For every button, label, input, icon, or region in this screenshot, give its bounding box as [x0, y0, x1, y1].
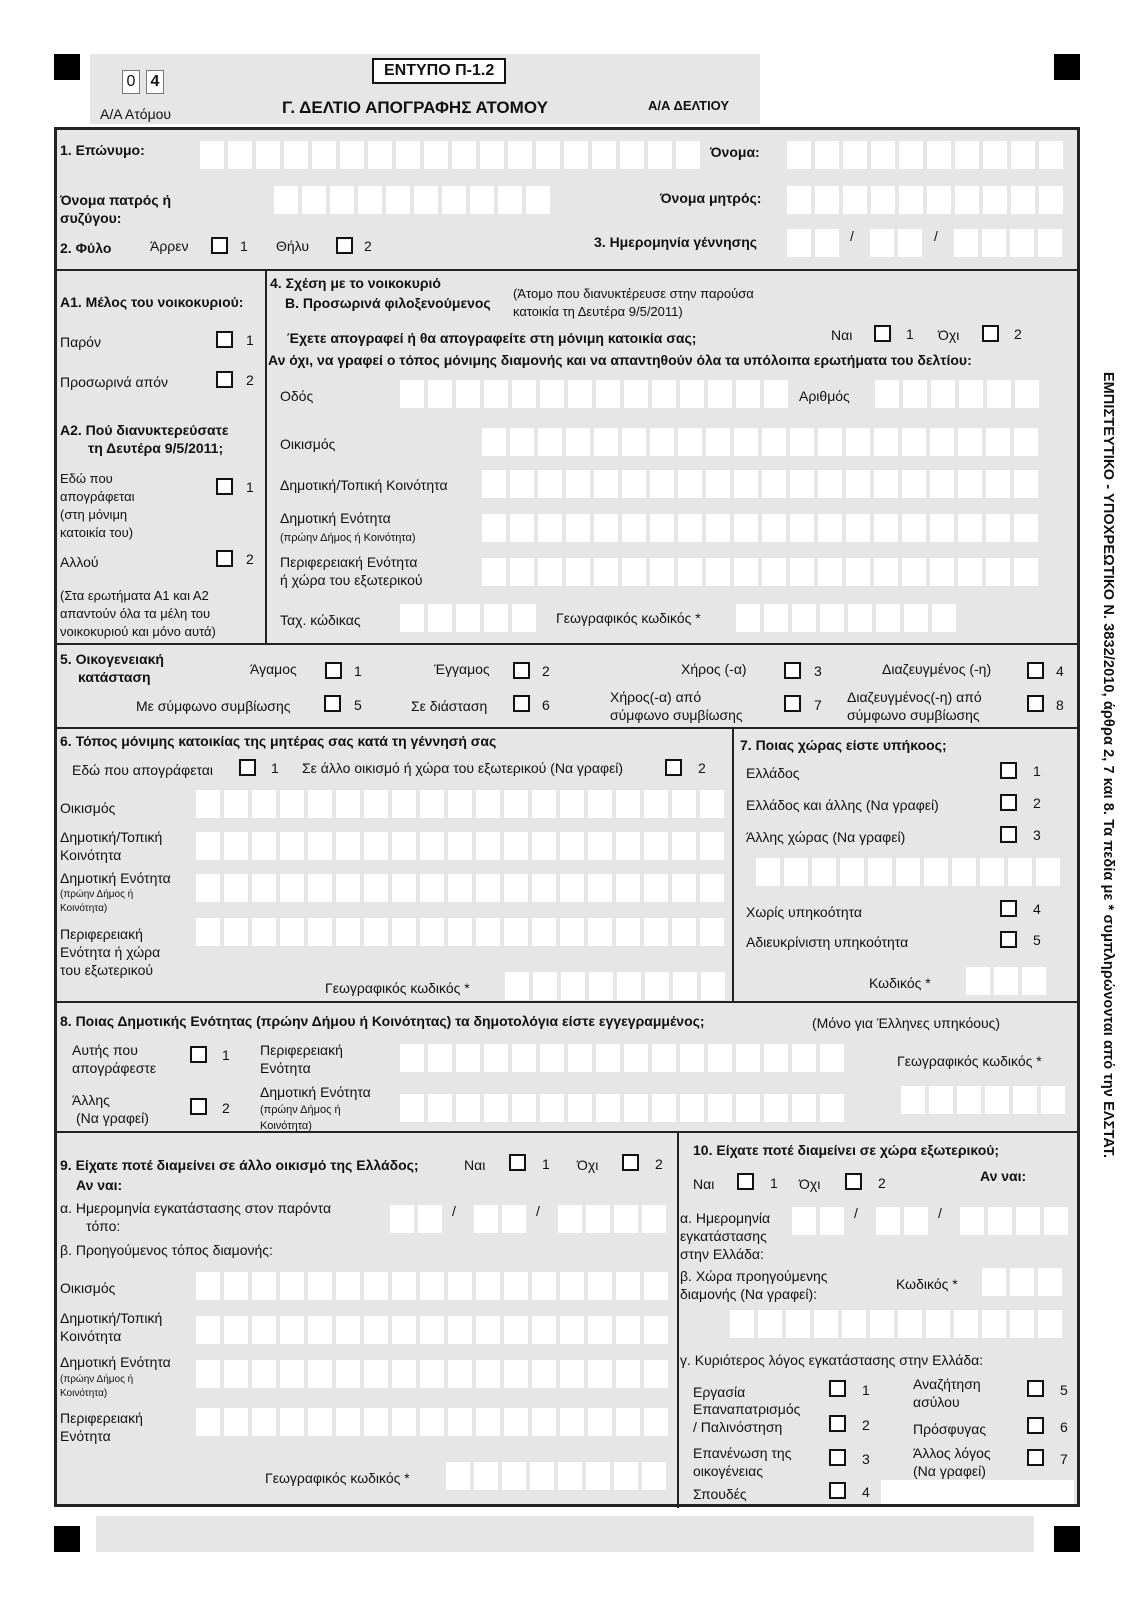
- s9-yes-label: Ναι: [464, 1157, 486, 1173]
- regional-unit-label-2: ή χώρα του εξωτερικού: [280, 572, 423, 588]
- mother-name-label: Όνομα μητρός:: [660, 190, 762, 206]
- divider: [56, 269, 1078, 271]
- father-name-label-2: συζύγου:: [60, 210, 122, 226]
- s9-yes-checkbox[interactable]: [509, 1154, 526, 1171]
- s6-unit-label: Δημοτική Ενότητα: [60, 870, 171, 886]
- divorced-label: Διαζευγμένος (-η): [882, 661, 992, 677]
- female-label: Θήλυ: [276, 238, 309, 254]
- greece-code: 1: [1033, 763, 1041, 779]
- here-label-2: απογράφεται: [60, 489, 135, 504]
- s10-if-yes: Αν ναι:: [980, 1168, 1027, 1184]
- sex-label: 2. Φύλο: [60, 240, 112, 256]
- divorced-checkbox[interactable]: [1027, 662, 1044, 679]
- female-code: 2: [364, 238, 372, 254]
- no-label: Όχι: [938, 327, 960, 343]
- male-code: 1: [240, 238, 248, 254]
- divider: [56, 1131, 1078, 1133]
- temp-absent-code: 2: [246, 372, 254, 388]
- female-checkbox[interactable]: [336, 237, 353, 254]
- other-reason-code: 7: [1060, 1451, 1068, 1467]
- reunion-checkbox[interactable]: [829, 1449, 846, 1466]
- widowed-label: Χήρος (-α): [681, 661, 747, 677]
- geo-code-label: Γεωγραφικός κωδικός *: [556, 610, 701, 626]
- cohab-checkbox[interactable]: [324, 695, 341, 712]
- cohab-label: Με σύμφωνο συμβίωσης: [136, 698, 291, 714]
- single-code: 1: [354, 663, 362, 679]
- s6-community-boxes[interactable]: [196, 832, 724, 860]
- person-number-digit-1[interactable]: 0: [122, 70, 140, 94]
- s9-regional-boxes[interactable]: [196, 1408, 668, 1436]
- municipal-unit-sublabel: (πρώην Δήμος ή Κοινότητα): [280, 532, 416, 544]
- s10-country-boxes[interactable]: [730, 1310, 1062, 1338]
- s10-yes-checkbox[interactable]: [737, 1173, 754, 1190]
- greece-label: Ελλάδος: [746, 765, 800, 781]
- separated-code: 6: [542, 697, 550, 713]
- unclear-checkbox[interactable]: [1000, 931, 1017, 948]
- municipal-unit-label: Δημοτική Ενότητα: [280, 510, 391, 526]
- number-boxes[interactable]: [875, 380, 1039, 408]
- other-reason-label: Άλλος λόγος: [913, 1445, 991, 1461]
- community-boxes[interactable]: [482, 470, 1038, 498]
- other-reason-checkbox[interactable]: [1027, 1449, 1044, 1466]
- s8-title: 8. Ποιας Δημοτικής Ενότητας (πρώην Δήμου ή Κοινότητας) τα δημοτολόγια είστε εγγεγραμμένος;: [60, 1013, 705, 1029]
- a2-label-2: τη Δευτέρα 9/5/2011;: [88, 440, 224, 456]
- s9-unit-sublabel: (πρώην Δήμος ή: [60, 1374, 134, 1385]
- settlement-label: Οικισμός: [280, 436, 336, 452]
- refugee-code: 6: [1060, 1419, 1068, 1435]
- work-checkbox[interactable]: [829, 1380, 846, 1397]
- s10-year-boxes[interactable]: [960, 1207, 1068, 1235]
- s6-regional-label: Περιφερειακή: [60, 926, 143, 942]
- no-code: 2: [1014, 326, 1022, 342]
- divider: [732, 728, 734, 1002]
- s6-geo-code-label: Γεωγραφικός κωδικός *: [325, 980, 470, 996]
- repatriation-label-2: / Παλινόστηση: [693, 1419, 783, 1435]
- s9-yes-code: 1: [542, 1156, 550, 1172]
- s8-this-label: Αυτής που: [72, 1042, 138, 1058]
- no-checkbox[interactable]: [982, 325, 999, 342]
- s4-title: 4. Σχέση με το νοικοκυριό: [270, 275, 441, 291]
- unclear-label: Αδιευκρίνιστη υπηκοότητα: [746, 934, 909, 950]
- s6-unit-sublabel-2: Κοινότητα): [60, 903, 108, 914]
- repatriation-code: 2: [862, 1417, 870, 1433]
- male-checkbox[interactable]: [211, 237, 228, 254]
- s9-no-code: 2: [655, 1156, 663, 1172]
- elsewhere-checkbox[interactable]: [216, 550, 233, 567]
- other-country-code: 3: [1033, 827, 1041, 843]
- name-label: Όνομα:: [710, 144, 760, 160]
- repatriation-label: Επαναπατρισμός: [693, 1401, 801, 1417]
- date-separator: /: [850, 228, 854, 244]
- s9-settlement-label: Οικισμός: [60, 1280, 116, 1296]
- s8-other-code: 2: [222, 1100, 230, 1116]
- surname-label: 1. Επώνυμο:: [60, 142, 145, 158]
- reunion-code: 3: [862, 1451, 870, 1467]
- a1-label: Α1. Μέλος του νοικοκυριού:: [60, 294, 244, 310]
- a-note: (Στα ερωτήματα Α1 και Α2: [60, 588, 209, 603]
- divider: [677, 1132, 679, 1508]
- s9-a-label: α. Ημερομηνία εγκατάστασης στον παρόντα: [60, 1200, 332, 1216]
- asylum-checkbox[interactable]: [1027, 1380, 1044, 1397]
- s9-community-label-2: Κοινότητα: [60, 1328, 122, 1344]
- a2-label: Α2. Πού διανυκτερεύσατε: [60, 422, 229, 438]
- name-boxes[interactable]: [787, 141, 1063, 169]
- s9-unit-boxes[interactable]: [196, 1360, 668, 1388]
- date-separator: /: [536, 1203, 540, 1219]
- s6-geo-code-boxes[interactable]: [505, 972, 725, 1000]
- bulletin-number-label: Α/Α ΔΕΛΤΙΟΥ: [648, 98, 730, 113]
- s9-geo-code-boxes[interactable]: [446, 1462, 666, 1490]
- registration-mark-top-left: [54, 54, 80, 80]
- separated-label: Σε διάσταση: [411, 698, 488, 714]
- a-note-2: απαντούν όλα τα μέλη του: [60, 606, 211, 621]
- here-code: 1: [246, 479, 254, 495]
- s5-title: 5. Οικογενειακή: [60, 651, 164, 667]
- s9-geo-code-label: Γεωγραφικός κωδικός *: [265, 1470, 410, 1486]
- father-name-label: Όνομα πατρός ή: [60, 192, 172, 208]
- s9-community-label: Δημοτική/Τοπική: [60, 1310, 163, 1326]
- elsewhere-code: 2: [246, 551, 254, 567]
- present-checkbox[interactable]: [216, 331, 233, 348]
- s9-month-boxes[interactable]: [474, 1205, 526, 1233]
- s10-b-label: β. Χώρα προηγούμενης: [680, 1268, 828, 1284]
- s9-unit-label: Δημοτική Ενότητα: [60, 1354, 171, 1370]
- divorced-cohab-checkbox[interactable]: [1027, 695, 1044, 712]
- asylum-label: Αναζήτηση: [913, 1376, 981, 1392]
- father-name-boxes[interactable]: [274, 186, 550, 214]
- s10-b-label-2: διαμονής (Να γραφεί):: [680, 1286, 818, 1302]
- s10-code-label: Κωδικός *: [896, 1276, 958, 1292]
- divorced-cohab-label-2: σύμφωνο συμβίωσης: [847, 707, 980, 723]
- other-country-boxes[interactable]: [756, 858, 1060, 886]
- married-label: Έγγαμος: [434, 661, 490, 677]
- s10-a-label: α. Ημερομηνία: [680, 1210, 771, 1226]
- s9-year-boxes[interactable]: [558, 1205, 666, 1233]
- s8-regional-label: Περιφερειακή: [260, 1042, 343, 1058]
- b-label: Β. Προσωρινά φιλοξενούμενος: [285, 295, 491, 311]
- divider: [56, 727, 1078, 729]
- mother-name-boxes[interactable]: [787, 186, 1063, 214]
- date-separator: /: [452, 1203, 456, 1219]
- asylum-code: 5: [1060, 1382, 1068, 1398]
- residence-instruction: Αν όχι, να γραφεί ο τόπος μόνιμης διαμονής και να απαντηθούν όλα τα υπόλοιπα ερωτήματα του δελτίου:: [268, 352, 972, 368]
- s6-community-label-2: Κοινότητα: [60, 847, 122, 863]
- s8-other-label: Άλλης: [72, 1092, 110, 1108]
- form-code: ΕΝΤΥΠΟ Π-1.2: [372, 58, 506, 84]
- s7-title: 7. Ποιας χώρας είστε υπήκοος;: [740, 737, 947, 753]
- s10-day-boxes[interactable]: [792, 1207, 844, 1235]
- married-code: 2: [542, 663, 550, 679]
- regional-unit-label: Περιφερειακή Ενότητα: [280, 554, 418, 570]
- s10-yes-code: 1: [770, 1175, 778, 1191]
- s10-title: 10. Είχατε ποτέ διαμείνει σε χώρα εξωτερικού;: [693, 1142, 1000, 1158]
- s6-unit-boxes[interactable]: [196, 874, 724, 902]
- page-title: Γ. ΔΕΛΤΙΟ ΑΠΟΓΡΑΦΗΣ ΑΤΟΜΟΥ: [282, 98, 548, 117]
- divider: [265, 270, 267, 644]
- s8-unit-boxes[interactable]: [400, 1094, 844, 1122]
- s6-other-label: Σε άλλο οικισμό ή χώρα του εξωτερικού (Να γραφεί): [302, 760, 624, 776]
- s8-this-code: 1: [222, 1047, 230, 1063]
- yes-code: 1: [906, 326, 914, 342]
- s9-title: 9. Είχατε ποτέ διαμείνει σε άλλο οικισμό της Ελλάδος;: [60, 1157, 419, 1173]
- temp-absent-checkbox[interactable]: [216, 371, 233, 388]
- side-note: ΕΜΠΙΣΤΕΥΤΙΚΟ - ΥΠΟΧΡΕΩΤΙΚΟ Ν. 3832/2010, άρθρα 2, 7 και 8. Τα πεδία με * συμπληρώνονται από την ΕΛΣΤΑΤ.: [1100, 371, 1116, 1159]
- street-label: Οδός: [280, 388, 314, 404]
- here-label-3: (στη μόνιμη: [60, 507, 128, 522]
- divorced-cohab-label: Διαζευγμένος(-η) από: [847, 689, 982, 705]
- s8-unit-sublabel-2: Κοινότητα): [260, 1120, 312, 1132]
- s10-c-label: γ. Κυριότερος λόγος εγκατάστασης στην Ελλάδα:: [680, 1352, 984, 1368]
- s6-unit-sublabel: (πρώην Δήμος ή: [60, 889, 134, 900]
- divider: [56, 1001, 1078, 1003]
- postal-code-label: Ταχ. κώδικας: [280, 612, 361, 628]
- present-label: Παρόν: [60, 334, 101, 350]
- s6-other-checkbox[interactable]: [665, 759, 682, 776]
- other-reason-input[interactable]: [881, 1480, 1074, 1504]
- s8-unit-sublabel: (πρώην Δήμος ή: [260, 1104, 341, 1116]
- single-checkbox[interactable]: [325, 662, 342, 679]
- municipal-unit-boxes[interactable]: [482, 514, 1038, 542]
- s10-a-label-2: εγκατάστασης: [680, 1228, 767, 1244]
- s8-unit-label: Δημοτική Ενότητα: [260, 1084, 371, 1100]
- s8-note: (Μόνο για Έλληνες υπηκόους): [812, 1015, 1001, 1031]
- married-checkbox[interactable]: [513, 662, 530, 679]
- s10-no-code: 2: [878, 1175, 886, 1191]
- divorced-code: 4: [1056, 663, 1064, 679]
- widowed-cohab-label: Χήρος(-α) από: [610, 689, 702, 705]
- number-label: Αριθμός: [799, 388, 850, 404]
- yes-checkbox[interactable]: [874, 325, 891, 342]
- registration-mark-bottom-left: [54, 1526, 80, 1552]
- date-separator: /: [854, 1205, 858, 1221]
- refugee-label: Πρόσφυγας: [913, 1421, 987, 1437]
- stateless-checkbox[interactable]: [1000, 900, 1017, 917]
- b-note-2: κατοικία τη Δευτέρα 9/5/2011): [513, 304, 683, 319]
- s9-if-yes: Αν ναι:: [76, 1177, 123, 1193]
- reunion-label: Επανένωση της: [693, 1445, 792, 1461]
- s10-no-label: Όχι: [799, 1176, 821, 1192]
- s10-month-boxes[interactable]: [876, 1207, 928, 1235]
- s9-settlement-boxes[interactable]: [196, 1272, 668, 1300]
- s8-regional-label-2: Ενότητα: [260, 1060, 311, 1076]
- footer-strip: [96, 1516, 1034, 1552]
- surname-boxes[interactable]: [200, 141, 700, 169]
- widowed-code: 3: [814, 663, 822, 679]
- work-code: 1: [862, 1382, 870, 1398]
- here-checkbox[interactable]: [216, 478, 233, 495]
- widowed-cohab-checkbox[interactable]: [784, 695, 801, 712]
- s9-community-boxes[interactable]: [196, 1316, 668, 1344]
- registered-question: Έχετε απογραφεί ή θα απογραφείτε στη μόνιμη κατοικία σας;: [287, 330, 697, 346]
- s9-regional-label: Περιφερειακή: [60, 1410, 143, 1426]
- person-number-label: Α/Α Ατόμου: [100, 106, 172, 122]
- s9-no-checkbox[interactable]: [622, 1154, 639, 1171]
- regional-unit-boxes[interactable]: [482, 558, 1038, 586]
- s6-other-code: 2: [698, 760, 706, 776]
- separated-checkbox[interactable]: [513, 695, 530, 712]
- repatriation-checkbox[interactable]: [829, 1415, 846, 1432]
- stateless-code: 4: [1033, 901, 1041, 917]
- a-note-3: νοικοκυριού και μόνο αυτά): [60, 624, 216, 639]
- s6-regional-label-2: Ενότητα ή χώρα: [60, 944, 161, 960]
- other-country-label: Άλλης χώρας (Να γραφεί): [746, 829, 906, 845]
- s9-regional-label-2: Ενότητα: [60, 1428, 111, 1444]
- s10-code-boxes[interactable]: [982, 1268, 1062, 1296]
- male-label: Άρρεν: [150, 238, 189, 254]
- greece-other-code: 2: [1033, 795, 1041, 811]
- s10-no-checkbox[interactable]: [845, 1173, 862, 1190]
- stateless-label: Χωρίς υπηκοότητα: [746, 904, 863, 920]
- greece-other-checkbox[interactable]: [1000, 794, 1017, 811]
- widowed-cohab-code: 7: [814, 697, 822, 713]
- s8-regional-boxes[interactable]: [400, 1044, 844, 1072]
- s6-settlement-label: Οικισμός: [60, 800, 116, 816]
- here-label: Εδώ που: [60, 471, 113, 486]
- s6-community-label: Δημοτική/Τοπική: [60, 829, 163, 845]
- s6-here-label: Εδώ που απογράφεται: [72, 762, 213, 778]
- studies-label: Σπουδές: [693, 1486, 747, 1502]
- s6-settlement-boxes[interactable]: [196, 790, 724, 818]
- s9-a-label-2: τόπο:: [86, 1218, 121, 1234]
- greece-checkbox[interactable]: [1000, 762, 1017, 779]
- birth-month-boxes[interactable]: [870, 229, 922, 257]
- studies-checkbox[interactable]: [829, 1482, 846, 1499]
- s9-no-label: Όχι: [577, 1157, 599, 1173]
- s9-unit-sublabel-2: Κοινότητα): [60, 1388, 108, 1399]
- date-separator: /: [938, 1205, 942, 1221]
- single-label: Άγαμος: [250, 661, 297, 677]
- s6-title: 6. Τόπος μόνιμης κατοικίας της μητέρας σας κατά τη γέννησή σας: [60, 733, 497, 749]
- s6-regional-label-3: του εξωτερικού: [60, 962, 154, 978]
- cohab-code: 5: [354, 697, 362, 713]
- registration-mark-bottom-right: [1054, 1526, 1080, 1552]
- person-number-digit-2[interactable]: 4: [146, 70, 164, 94]
- refugee-checkbox[interactable]: [1027, 1417, 1044, 1434]
- work-label: Εργασία: [693, 1384, 746, 1400]
- studies-code: 4: [862, 1484, 870, 1500]
- here-label-4: κατοικία του): [60, 525, 134, 540]
- birth-day-boxes[interactable]: [787, 229, 839, 257]
- present-code: 1: [246, 332, 254, 348]
- s8-geo-code-label: Γεωγραφικός κωδικός *: [897, 1053, 1042, 1069]
- s6-here-code: 1: [271, 760, 279, 776]
- other-country-checkbox[interactable]: [1000, 826, 1017, 843]
- birth-year-boxes[interactable]: [954, 229, 1062, 257]
- s8-other-label-2: (Να γραφεί): [76, 1110, 149, 1126]
- registration-mark-top-right: [1054, 54, 1080, 80]
- greece-other-label: Ελλάδος και άλλης (Να γραφεί): [746, 797, 939, 813]
- community-label: Δημοτική/Τοπική Κοινότητα: [280, 477, 448, 493]
- geo-code-boxes[interactable]: [736, 604, 956, 632]
- unclear-code: 5: [1033, 932, 1041, 948]
- s9-day-boxes[interactable]: [390, 1205, 442, 1233]
- elsewhere-label: Αλλού: [60, 554, 99, 570]
- s7-code-label: Κωδικός *: [869, 975, 931, 991]
- s9-b-label: β. Προηγούμενος τόπος διαμονής:: [60, 1242, 273, 1258]
- s10-a-label-3: στην Ελλάδα:: [680, 1246, 764, 1262]
- divider: [56, 643, 1078, 645]
- widowed-cohab-label-2: σύμφωνο συμβίωσης: [610, 707, 743, 723]
- s8-this-checkbox[interactable]: [190, 1046, 207, 1063]
- s8-geo-code-boxes[interactable]: [901, 1086, 1065, 1114]
- asylum-label-2: ασύλου: [913, 1394, 960, 1410]
- s10-yes-label: Ναι: [693, 1176, 715, 1192]
- s8-other-checkbox[interactable]: [190, 1098, 207, 1115]
- birth-date-label: 3. Ημερομηνία γέννησης: [594, 234, 758, 250]
- reunion-label-2: οικογένειας: [693, 1463, 763, 1479]
- b-note: (Άτομο που διανυκτέρευσε στην παρούσα: [513, 286, 754, 301]
- yes-label: Ναι: [831, 327, 853, 343]
- temp-absent-label: Προσωρινά απόν: [60, 374, 169, 390]
- widowed-checkbox[interactable]: [784, 662, 801, 679]
- postal-code-boxes[interactable]: [400, 604, 536, 632]
- s5-title-2: κατάσταση: [78, 669, 151, 685]
- divorced-cohab-code: 8: [1056, 697, 1064, 713]
- settlement-boxes[interactable]: [482, 428, 1038, 456]
- s7-code-boxes[interactable]: [966, 967, 1046, 995]
- date-separator: /: [934, 228, 938, 244]
- s6-here-checkbox[interactable]: [239, 759, 256, 776]
- s8-this-label-2: απογράφεστε: [72, 1060, 157, 1076]
- other-reason-label-2: (Να γραφεί): [913, 1463, 986, 1479]
- s6-regional-boxes[interactable]: [196, 918, 724, 946]
- street-boxes[interactable]: [400, 380, 788, 408]
